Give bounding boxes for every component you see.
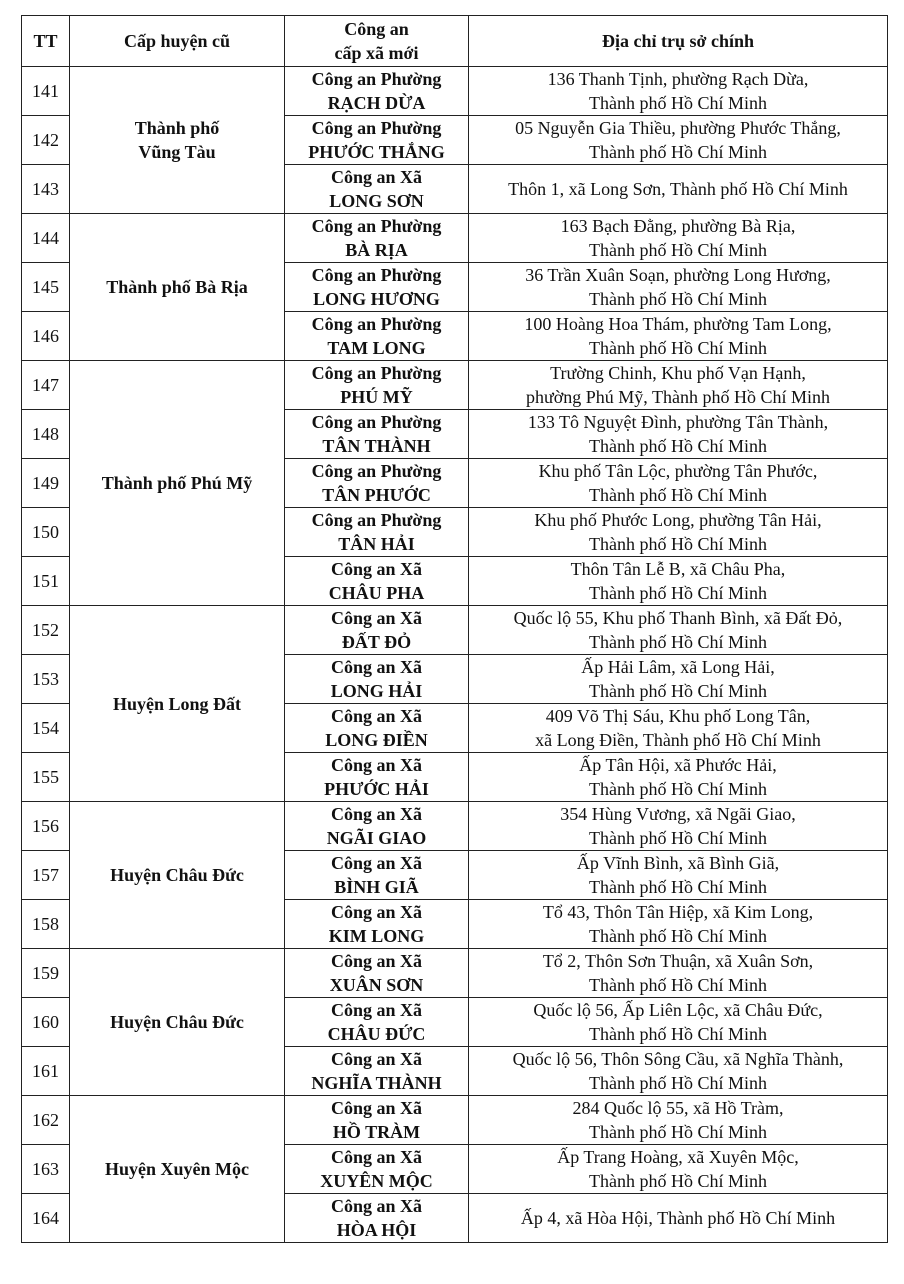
police-unit-cell: [285, 949, 469, 998]
police-unit-cell: [285, 655, 469, 704]
old-district-line: Huyện Xuyên Mộc: [105, 1159, 249, 1179]
address-cell: [469, 459, 888, 508]
row-number: 159: [22, 949, 70, 998]
police-unit-line: Công an Xã: [330, 1000, 423, 1020]
police-unit-cell: [285, 214, 469, 263]
address-line: Ấp Vĩnh Bình, xã Bình Giã,: [576, 853, 780, 873]
police-unit-cell: [285, 312, 469, 361]
police-unit-line: Công an Xã: [330, 1147, 423, 1167]
police-unit-line: HÒA HỘI: [336, 1220, 417, 1240]
address-line: xã Long Điền, Thành phố Hồ Chí Minh: [535, 730, 821, 750]
address-line: Tổ 43, Thôn Tân Hiệp, xã Kim Long,: [542, 902, 814, 922]
address-line: Ấp 4, xã Hòa Hội, Thành phố Hồ Chí Minh: [520, 1208, 836, 1228]
address-line: Thành phố Hồ Chí Minh: [589, 436, 767, 456]
header-district: Cấp huyện cũ: [70, 16, 285, 67]
address-line: Khu phố Phước Long, phường Tân Hải,: [534, 510, 822, 530]
header-police-line2: cấp xã mới: [334, 43, 419, 63]
row-number: 149: [22, 459, 70, 508]
police-unit-cell: [285, 1145, 469, 1194]
address-line: Thành phố Hồ Chí Minh: [589, 338, 767, 358]
police-unit-line: Công an Xã: [330, 608, 423, 628]
address-line: phường Phú Mỹ, Thành phố Hồ Chí Minh: [526, 387, 830, 407]
police-unit-line: KIM LONG: [328, 926, 425, 946]
police-unit-cell: [285, 67, 469, 116]
row-number: 164: [22, 1194, 70, 1243]
address-cell: [469, 410, 888, 459]
row-number: 155: [22, 753, 70, 802]
police-unit-cell: [285, 900, 469, 949]
police-unit-cell: [285, 459, 469, 508]
old-district-cell: [70, 361, 285, 606]
police-unit-line: Công an Phường: [311, 314, 442, 334]
address-line: Thành phố Hồ Chí Minh: [589, 975, 767, 995]
address-line: Thành phố Hồ Chí Minh: [589, 828, 767, 848]
old-district-line: Thành phố: [134, 118, 220, 138]
police-unit-line: HỒ TRÀM: [332, 1122, 421, 1142]
police-unit-line: Công an Xã: [330, 559, 423, 579]
address-line: Thành phố Hồ Chí Minh: [589, 877, 767, 897]
row-number: 152: [22, 606, 70, 655]
header-police-unit: [285, 16, 469, 67]
address-cell: [469, 606, 888, 655]
old-district-line: Huyện Châu Đức: [110, 865, 244, 885]
police-unit-line: Công an Phường: [311, 412, 442, 432]
police-unit-line: Công an Xã: [330, 804, 423, 824]
address-line: Tổ 2, Thôn Sơn Thuận, xã Xuân Sơn,: [542, 951, 814, 971]
police-unit-cell: [285, 1096, 469, 1145]
header-address: Địa chỉ trụ sở chính: [469, 16, 888, 67]
row-number: 162: [22, 1096, 70, 1145]
police-unit-cell: [285, 557, 469, 606]
address-line: Quốc lộ 55, Khu phố Thanh Bình, xã Đất Đỏ,: [513, 608, 843, 628]
row-number: 150: [22, 508, 70, 557]
address-line: Thành phố Hồ Chí Minh: [589, 240, 767, 260]
police-unit-line: Công an Xã: [330, 951, 423, 971]
police-unit-line: TÂN PHƯỚC: [322, 485, 431, 505]
address-cell: [469, 67, 888, 116]
row-number: 141: [22, 67, 70, 116]
address-line: 136 Thanh Tịnh, phường Rạch Dừa,: [547, 69, 809, 89]
table-header-row: [22, 16, 888, 67]
police-unit-line: XUYÊN MỘC: [320, 1171, 433, 1191]
address-line: Thành phố Hồ Chí Minh: [589, 485, 767, 505]
header-police-line1: Công an: [344, 19, 409, 39]
old-district-line: Huyện Long Đất: [112, 693, 242, 714]
address-line: Thôn 1, xã Long Sơn, Thành phố Hồ Chí Minh: [508, 179, 848, 199]
address-line: Ấp Hải Lâm, xã Long Hải,: [581, 657, 775, 677]
police-unit-line: LONG ĐIỀN: [325, 730, 428, 750]
police-unit-line: TAM LONG: [327, 338, 426, 358]
address-line: 36 Trần Xuân Soạn, phường Long Hương,: [525, 265, 831, 285]
row-number: 146: [22, 312, 70, 361]
police-unit-cell: [285, 263, 469, 312]
police-unit-line: PHƯỚC THẮNG: [308, 142, 445, 162]
old-district-cell: [70, 949, 285, 1096]
old-district-line: Huyện Châu Đức: [110, 1012, 244, 1032]
table-row: [22, 361, 888, 410]
address-cell: [469, 1096, 888, 1145]
address-line: Thành phố Hồ Chí Minh: [589, 1073, 767, 1093]
old-district-cell: [70, 214, 285, 361]
table-row: [22, 949, 888, 998]
police-unit-line: PHÚ MỸ: [340, 387, 413, 407]
address-line: Trường Chinh, Khu phố Vạn Hạnh,: [550, 363, 806, 383]
address-line: Thành phố Hồ Chí Minh: [589, 1024, 767, 1044]
police-unit-line: CHÂU ĐỨC: [327, 1024, 426, 1044]
police-unit-line: LONG HƯƠNG: [313, 289, 440, 309]
address-line: Thành phố Hồ Chí Minh: [589, 681, 767, 701]
address-line: Thôn Tân Lễ B, xã Châu Pha,: [570, 559, 786, 579]
address-cell: [469, 361, 888, 410]
police-unit-line: Công an Phường: [311, 118, 442, 138]
police-unit-line: LONG SƠN: [329, 191, 424, 211]
table-row: [22, 606, 888, 655]
address-cell: [469, 998, 888, 1047]
address-cell: [469, 851, 888, 900]
police-unit-line: Công an Phường: [311, 363, 442, 383]
address-line: Ấp Tân Hội, xã Phước Hải,: [579, 755, 777, 775]
police-unit-cell: [285, 802, 469, 851]
old-district-line: Thành phố Bà Rịa: [106, 277, 248, 297]
address-line: Thành phố Hồ Chí Minh: [589, 93, 767, 113]
police-unit-line: Công an Xã: [330, 657, 423, 677]
police-unit-line: TÂN THÀNH: [322, 436, 431, 456]
row-number: 161: [22, 1047, 70, 1096]
old-district-line: Thành phố Phú Mỹ: [101, 473, 253, 493]
police-unit-line: NGÃI GIAO: [326, 828, 427, 848]
address-cell: [469, 165, 888, 214]
address-line: Thành phố Hồ Chí Minh: [589, 142, 767, 162]
table-row: [22, 214, 888, 263]
police-unit-cell: [285, 704, 469, 753]
police-unit-line: Công an Phường: [311, 265, 442, 285]
police-unit-line: TÂN HẢI: [338, 534, 415, 554]
header-tt: TT: [22, 16, 70, 67]
table-row: [22, 1096, 888, 1145]
police-unit-cell: [285, 1047, 469, 1096]
police-unit-line: PHƯỚC HẢI: [324, 779, 429, 799]
address-line: Ấp Trang Hoàng, xã Xuyên Mộc,: [557, 1147, 799, 1167]
police-address-table: [21, 15, 888, 1243]
police-unit-cell: [285, 606, 469, 655]
police-unit-line: Công an Phường: [311, 69, 442, 89]
address-cell: [469, 655, 888, 704]
old-district-cell: [70, 67, 285, 214]
row-number: 154: [22, 704, 70, 753]
address-line: Thành phố Hồ Chí Minh: [589, 779, 767, 799]
police-unit-cell: [285, 1194, 469, 1243]
row-number: 145: [22, 263, 70, 312]
address-cell: [469, 312, 888, 361]
old-district-cell: [70, 802, 285, 949]
address-line: 100 Hoàng Hoa Thám, phường Tam Long,: [524, 314, 832, 334]
row-number: 153: [22, 655, 70, 704]
police-unit-line: Công an Xã: [330, 853, 423, 873]
row-number: 148: [22, 410, 70, 459]
police-unit-line: Công an Xã: [330, 1049, 423, 1069]
police-unit-line: BÌNH GIÃ: [334, 877, 419, 897]
police-unit-line: Công an Phường: [311, 510, 442, 530]
row-number: 151: [22, 557, 70, 606]
address-line: Khu phố Tân Lộc, phường Tân Phước,: [538, 461, 818, 481]
address-cell: [469, 1145, 888, 1194]
address-line: 05 Nguyễn Gia Thiều, phường Phước Thắng,: [515, 118, 841, 138]
row-number: 156: [22, 802, 70, 851]
row-number: 163: [22, 1145, 70, 1194]
address-line: Thành phố Hồ Chí Minh: [589, 1122, 767, 1142]
police-unit-line: XUÂN SƠN: [329, 975, 424, 995]
address-line: 133 Tô Nguyệt Đình, phường Tân Thành,: [527, 412, 829, 432]
police-unit-cell: [285, 116, 469, 165]
police-unit-line: BÀ RỊA: [345, 240, 408, 260]
police-unit-line: RẠCH DỪA: [327, 93, 426, 113]
address-line: Quốc lộ 56, Thôn Sông Cầu, xã Nghĩa Thành,: [512, 1049, 844, 1069]
address-line: Thành phố Hồ Chí Minh: [589, 583, 767, 603]
police-unit-line: Công an Phường: [311, 461, 442, 481]
address-cell: [469, 214, 888, 263]
police-unit-line: ĐẤT ĐỎ: [341, 632, 412, 652]
police-unit-line: LONG HẢI: [330, 681, 423, 701]
police-unit-cell: [285, 361, 469, 410]
address-line: 284 Quốc lộ 55, xã Hồ Tràm,: [572, 1098, 784, 1118]
address-line: Thành phố Hồ Chí Minh: [589, 534, 767, 554]
row-number: 157: [22, 851, 70, 900]
address-line: Thành phố Hồ Chí Minh: [589, 632, 767, 652]
old-district-cell: [70, 1096, 285, 1243]
address-line: Thành phố Hồ Chí Minh: [589, 926, 767, 946]
address-line: 354 Hùng Vương, xã Ngãi Giao,: [560, 804, 796, 824]
police-unit-line: Công an Xã: [330, 167, 423, 187]
row-number: 144: [22, 214, 70, 263]
address-line: 163 Bạch Đằng, phường Bà Rịa,: [560, 216, 796, 236]
table-row: [22, 802, 888, 851]
police-unit-line: Công an Phường: [311, 216, 442, 236]
row-number: 143: [22, 165, 70, 214]
police-unit-line: CHÂU PHA: [328, 583, 425, 603]
police-unit-line: Công an Xã: [330, 706, 423, 726]
police-unit-line: Công an Xã: [330, 755, 423, 775]
row-number: 142: [22, 116, 70, 165]
police-unit-line: NGHĨA THÀNH: [311, 1073, 442, 1093]
row-number: 158: [22, 900, 70, 949]
police-unit-line: Công an Xã: [330, 1196, 423, 1216]
address-cell: [469, 753, 888, 802]
address-cell: [469, 508, 888, 557]
police-unit-cell: [285, 165, 469, 214]
police-unit-line: Công an Xã: [330, 1098, 423, 1118]
address-cell: [469, 1047, 888, 1096]
table-row: [22, 67, 888, 116]
address-line: 409 Võ Thị Sáu, Khu phố Long Tân,: [545, 706, 811, 726]
old-district-cell: [70, 606, 285, 802]
address-cell: [469, 1194, 888, 1243]
address-cell: [469, 557, 888, 606]
address-cell: [469, 263, 888, 312]
row-number: 147: [22, 361, 70, 410]
police-unit-cell: [285, 851, 469, 900]
address-cell: [469, 116, 888, 165]
address-cell: [469, 900, 888, 949]
police-unit-cell: [285, 410, 469, 459]
police-unit-line: Công an Xã: [330, 902, 423, 922]
table-body: [22, 67, 888, 1243]
address-line: Thành phố Hồ Chí Minh: [589, 289, 767, 309]
police-unit-cell: [285, 998, 469, 1047]
address-cell: [469, 949, 888, 998]
old-district-line: Vũng Tàu: [138, 142, 216, 162]
police-unit-cell: [285, 753, 469, 802]
police-unit-cell: [285, 508, 469, 557]
address-line: Thành phố Hồ Chí Minh: [589, 1171, 767, 1191]
address-line: Quốc lộ 56, Ấp Liên Lộc, xã Châu Đức,: [533, 1000, 823, 1020]
address-cell: [469, 704, 888, 753]
address-cell: [469, 802, 888, 851]
row-number: 160: [22, 998, 70, 1047]
